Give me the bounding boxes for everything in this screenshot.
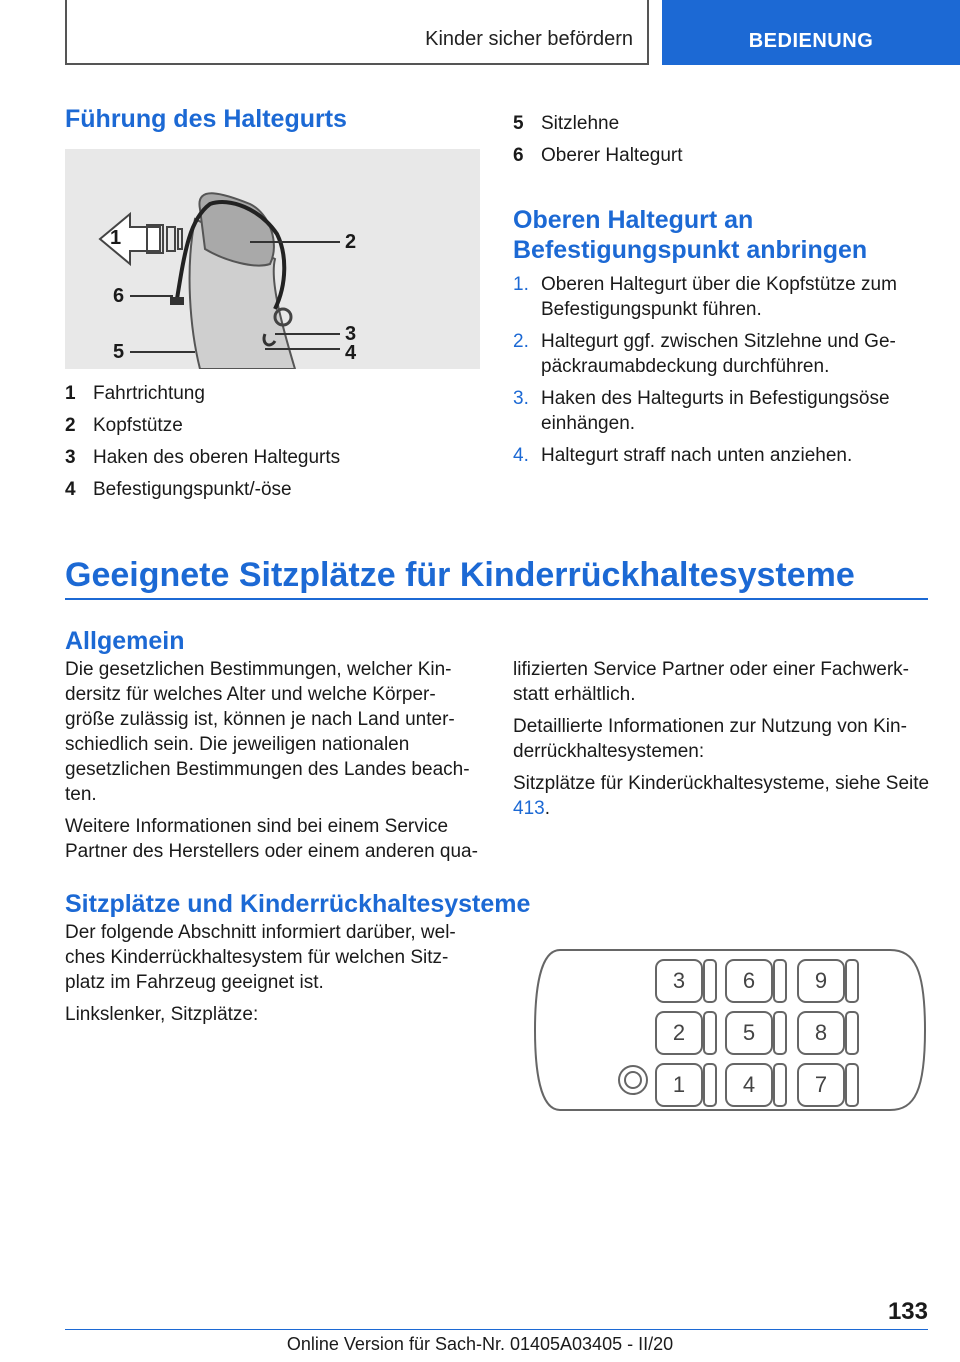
chapter-title: Kinder sicher befördern: [425, 28, 633, 50]
guide-legend-right: [513, 108, 683, 172]
seat-number: 3: [672, 968, 686, 993]
headrest-illustration: [65, 149, 480, 369]
seats-main-title: Geeignete Sitzplätze für Kinderrückhaltesysteme: [65, 556, 855, 594]
step-item: 3. Haken des Haltegurts in Befestigungsöse einhängen.: [513, 388, 890, 434]
guide-title: Führung des Haltegurts: [65, 105, 347, 133]
seat-position-diagram: [530, 940, 930, 1120]
page-number: 133: [887, 1298, 928, 1325]
legend-item: 3 Haken des oberen Haltegurts: [65, 447, 341, 468]
legend-item: 1 Fahrtrichtung: [65, 383, 205, 404]
attach-steps: [513, 272, 933, 475]
guide-legend-left: [65, 378, 340, 506]
legend-item: 6 Oberer Haltegurt: [513, 145, 683, 166]
seat-number: 9: [814, 968, 828, 993]
seat-text: Der folgende Abschnitt informiert darüber, wel-ches Kinderrückhaltesystem für welchen Sitz-platz im Fahrzeug geeignet ist. Linkslenker, Sitzplätze:: [65, 922, 456, 1025]
callout-5: 5: [113, 341, 125, 363]
legend-item: 4 Befestigungspunkt/-öse: [65, 479, 292, 500]
header-chapter-box: [65, 0, 649, 65]
attach-title: Oberen Haltegurt an Befestigungspunkt anbringen: [513, 206, 868, 264]
legend-item: 2 Kopfstütze: [65, 415, 183, 436]
page-link[interactable]: 413: [513, 798, 545, 819]
legend-item: 5 Sitzlehne: [513, 113, 620, 134]
online-version: Online Version für Sach-Nr. 01405A03405 - II/20: [286, 1334, 674, 1354]
section-tab[interactable]: BEDIENUNG: [662, 0, 960, 65]
footer-rule: [65, 1329, 928, 1330]
seat-number: 7: [814, 1072, 828, 1097]
headrest-figure: [65, 149, 480, 369]
seat-number: 6: [742, 968, 756, 993]
seat-number: 4: [742, 1072, 756, 1097]
general-text-left: Die gesetzlichen Bestimmungen, welcher Kin-dersitz für welches Alter und welche Körper-größe zulässig ist, können je nach Land unter-schiedlich sein. Die jeweiligen nationalen gesetzlichen Bestimmungen des Landes beach-ten. Weitere Informationen sind bei einem Service Partner des Herstellers oder einem anderen qua-: [65, 659, 478, 862]
seat-title: Sitzplätze und Kinderrückhaltesysteme: [65, 890, 531, 918]
seat-number: 5: [742, 1020, 756, 1045]
seat-number: 1: [672, 1072, 686, 1097]
seat-number: 8: [814, 1020, 828, 1045]
general-text-right: lifizierten Service Partner oder einer Fachwerk-statt erhältlich. Detaillierte Informationen zur Nutzung von Kin-derrückhaltesystemen: Sitzplätze für Kinderückhaltesysteme, siehe Seite 413.: [513, 659, 930, 819]
step-item: 2. Haltegurt ggf. zwischen Sitzlehne und Ge-päckraumabdeckung durchführen.: [513, 331, 896, 377]
callout-6: 6: [113, 285, 125, 307]
seat-number: 2: [672, 1020, 686, 1045]
step-item: 4. Haltegurt straff nach unten anziehen.: [513, 445, 853, 466]
callout-2: 2: [345, 231, 357, 253]
callout-1: 1: [110, 227, 122, 249]
general-title: Allgemein: [65, 627, 185, 655]
title-rule: [65, 598, 928, 600]
callout-4: 4: [345, 342, 357, 364]
callout-3: 3: [345, 323, 357, 345]
step-item: 1. Oberen Haltegurt über die Kopfstütze zum Befestigungspunkt führen.: [513, 274, 897, 320]
